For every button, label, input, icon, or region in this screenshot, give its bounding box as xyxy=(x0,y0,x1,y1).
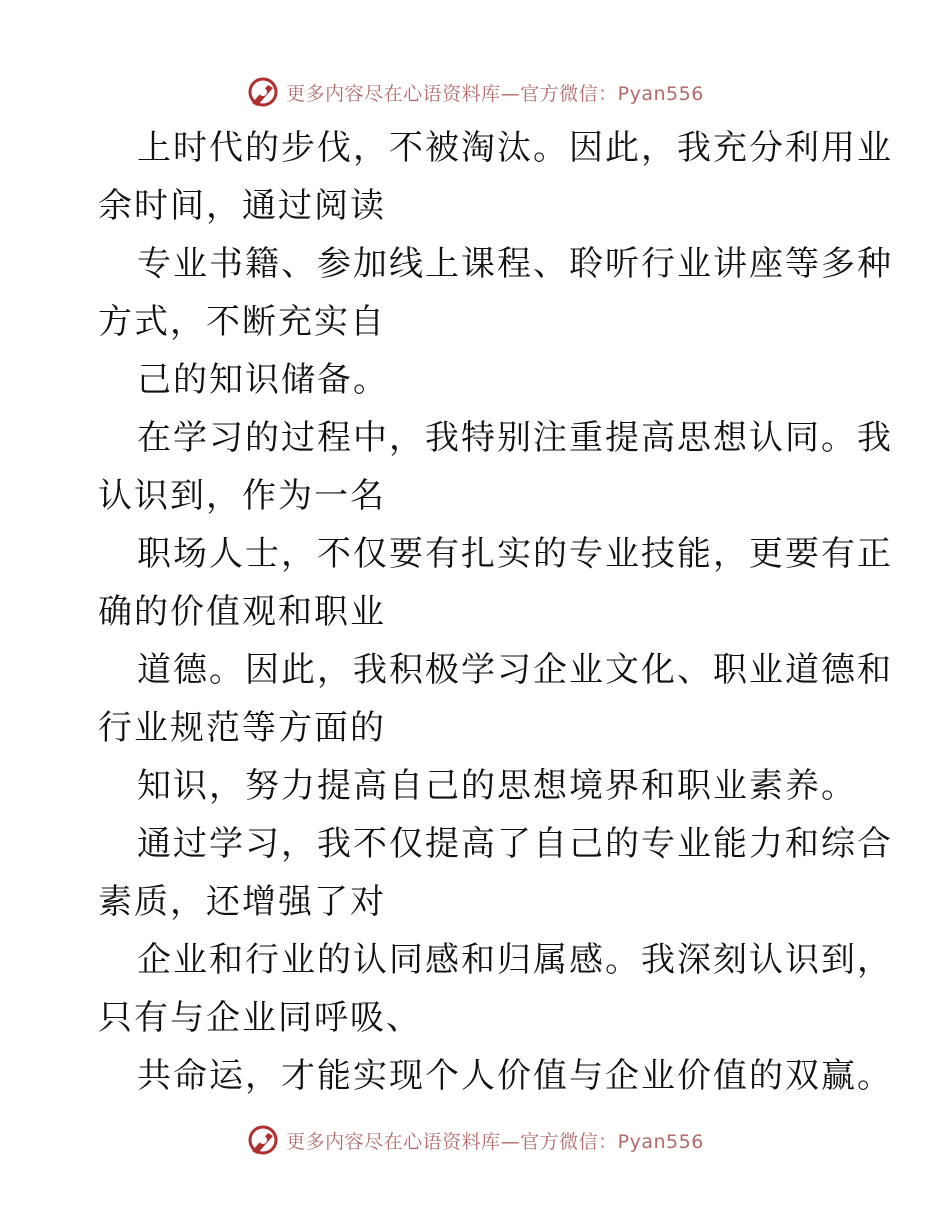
header-watermark xyxy=(0,72,950,112)
paragraph-4-line-2: 认识到，作为一名 xyxy=(98,476,386,516)
paragraph-7-line-1: 知识，努力提高自己的思想境界和职业素养。 xyxy=(137,766,857,806)
paragraph-1-line-2: 余时间，通过阅读 xyxy=(98,186,386,226)
pen-circle-logo-icon xyxy=(246,75,280,109)
paragraph-5-line-2: 确的价值观和职业 xyxy=(98,592,386,632)
pen-circle-logo-icon xyxy=(246,1123,280,1157)
paragraph-1-line-1: 上时代的步伐，不被淘汰。因此，我充分利用业 xyxy=(137,128,893,168)
paragraph-6-line-2: 行业规范等方面的 xyxy=(98,708,386,748)
paragraph-2-line-2: 方式，不断充实自 xyxy=(98,302,386,342)
paragraph-2-line-1: 专业书籍、参加线上课程、聆听行业讲座等多种 xyxy=(137,244,893,284)
paragraph-9-line-2: 只有与企业同呼吸、 xyxy=(98,998,422,1038)
paragraph-5-line-1: 职场人士，不仅要有扎实的专业技能，更要有正 xyxy=(137,534,893,574)
paragraph-3-line-1: 己的知识储备。 xyxy=(137,360,389,400)
watermark-text: 更多内容尽在心语资料库—官方微信：Pyan556 xyxy=(286,1130,704,1153)
paragraph-8-line-1: 通过学习，我不仅提高了自己的专业能力和综合 xyxy=(137,824,893,864)
watermark-text: 更多内容尽在心语资料库—官方微信：Pyan556 xyxy=(286,82,704,105)
paragraph-10-line-1: 共命运，才能实现个人价值与企业价值的双赢。 xyxy=(137,1056,893,1096)
paragraph-6-line-1: 道德。因此，我积极学习企业文化、职业道德和 xyxy=(137,650,893,690)
footer-watermark xyxy=(0,1120,950,1160)
paragraph-9-line-1: 企业和行业的认同感和归属感。我深刻认识到， xyxy=(137,940,893,980)
paragraph-8-line-2: 素质，还增强了对 xyxy=(98,882,386,922)
paragraph-4-line-1: 在学习的过程中，我特别注重提高思想认同。我 xyxy=(137,418,893,458)
